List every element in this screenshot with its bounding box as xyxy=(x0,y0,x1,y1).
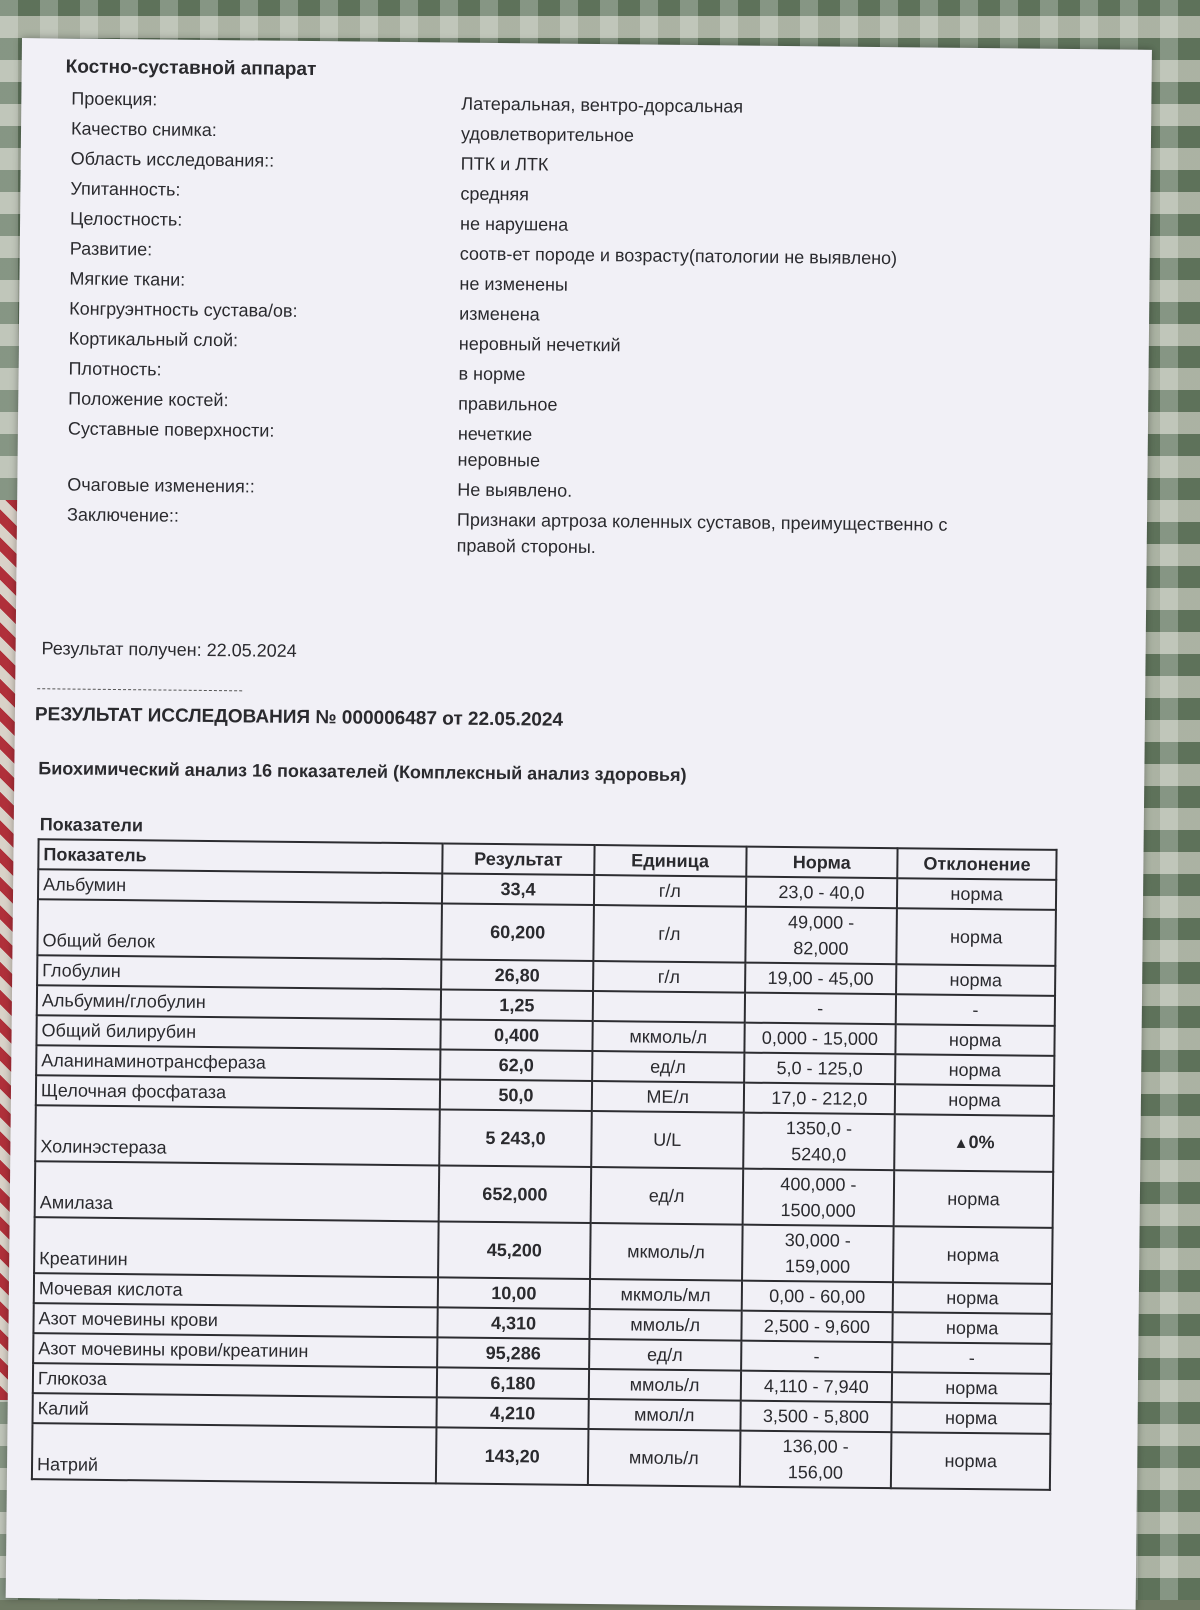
norm-line: 400,000 - xyxy=(780,1174,857,1195)
deviation-text: норма xyxy=(947,1188,1000,1210)
indicator-name: Холинэстераза xyxy=(35,1105,440,1165)
deviation-text: норма xyxy=(949,969,1003,991)
norm-range xyxy=(743,1083,895,1115)
report-sheet xyxy=(6,38,1152,1610)
deviation-text: норма xyxy=(948,1059,1002,1081)
norm-line: 82,000 xyxy=(793,938,849,959)
finding-value-line: нечеткие xyxy=(457,423,533,445)
unit-value: ммоль/л xyxy=(589,1369,741,1401)
finding-value-line: правой стороны. xyxy=(456,535,596,558)
unit-value: ммоль/л xyxy=(589,1309,741,1341)
unit-value: МЕ/л xyxy=(592,1081,744,1113)
norm-range xyxy=(744,1023,896,1055)
finding-value-line: ПТК и ЛТК xyxy=(460,153,549,175)
result-value: 143,20 xyxy=(436,1427,588,1485)
finding-value-line: Не выявлено. xyxy=(457,479,573,501)
finding-value-line: удовлетворительное xyxy=(460,123,635,146)
finding-label: Заключение:: xyxy=(66,504,180,526)
finding-label: Конгруэнтность сустава/ов: xyxy=(69,298,298,321)
deviation-text: - xyxy=(972,1000,979,1021)
norm-range xyxy=(745,877,897,909)
indicator-name: Мочевая кислота xyxy=(34,1273,438,1307)
indicator-name: Азот мочевины крови xyxy=(33,1303,437,1337)
finding-value-line: неровные xyxy=(457,449,541,471)
norm-line: 156,00 xyxy=(787,1462,844,1483)
unit-value: г/л xyxy=(593,905,745,963)
deviation-value xyxy=(893,1226,1052,1284)
norm-line: - xyxy=(813,1346,820,1367)
finding-label: Качество снимка: xyxy=(70,118,217,141)
deviation-text: норма xyxy=(945,1317,999,1339)
finding-value xyxy=(461,91,743,120)
finding-value-line: Латеральная, вентро-дорсальная xyxy=(461,93,744,117)
result-value: 4,210 xyxy=(437,1397,589,1429)
finding-value xyxy=(457,421,540,474)
deviation-value xyxy=(892,1402,1051,1434)
norm-line: 19,00 - 45,00 xyxy=(767,967,874,989)
norm-range xyxy=(745,963,897,995)
deviation-value xyxy=(894,1114,1053,1172)
norm-range xyxy=(740,1371,892,1403)
finding-value-line: изменена xyxy=(459,303,540,325)
unit-value: мкмоль/мл xyxy=(590,1279,742,1311)
norm-range xyxy=(739,1431,891,1489)
finding-label: Очаговые изменения:: xyxy=(67,474,255,497)
norm-line: - xyxy=(817,998,824,1019)
norm-range xyxy=(744,1053,896,1085)
unit-value: ед/л xyxy=(590,1167,742,1225)
norm-line: 159,000 xyxy=(784,1256,851,1277)
finding-label: Область исследования:: xyxy=(70,148,275,171)
deviation-text: норма xyxy=(945,1377,998,1399)
unit-value: г/л xyxy=(594,875,746,907)
indicator-name: Калий xyxy=(32,1393,436,1427)
result-value: 60,200 xyxy=(442,903,594,961)
norm-line: 5,0 - 125,0 xyxy=(776,1057,863,1079)
result-value: 1,25 xyxy=(441,989,593,1021)
deviation-value xyxy=(893,1312,1052,1344)
deviation-value xyxy=(894,1170,1053,1228)
deviation-value xyxy=(896,1024,1055,1056)
finding-label: Целостность: xyxy=(70,208,183,230)
indicator-name: Креатинин xyxy=(34,1217,439,1277)
finding-value-line: соотв-ет породе и возрасту(патологии не выявлено) xyxy=(459,243,898,269)
norm-range xyxy=(741,1281,893,1313)
norm-range xyxy=(740,1401,892,1433)
received-date: Результат получен: 22.05.2024 xyxy=(41,638,297,661)
section-title: Костно-суставной аппарат xyxy=(65,56,317,81)
result-value: 95,286 xyxy=(437,1337,589,1369)
finding-value xyxy=(460,211,568,238)
table-caption: Показатели xyxy=(39,814,144,836)
result-value: 6,180 xyxy=(437,1367,589,1399)
deviation-text: норма xyxy=(946,1287,999,1309)
header-deviation: Отклонение xyxy=(897,848,1056,880)
indicator-name: Аланинаминотрансфераза xyxy=(36,1045,440,1079)
indicator-name: Альбумин/глобулин xyxy=(37,985,441,1019)
finding-value-line: неровный нечеткий xyxy=(458,333,621,356)
result-value: 5 243,0 xyxy=(439,1109,591,1167)
deviation-text: норма xyxy=(948,1029,1002,1051)
finding-label: Положение костей: xyxy=(68,388,229,411)
deviation-text: норма xyxy=(944,1450,998,1472)
norm-line: 2,500 - 9,600 xyxy=(763,1315,871,1337)
deviation-text: норма xyxy=(944,1407,998,1429)
indicator-name: Общий билирубин xyxy=(36,1015,440,1049)
deviation-value xyxy=(891,1432,1050,1490)
finding-label: Упитанность: xyxy=(70,178,181,200)
unit-value: U/L xyxy=(591,1111,743,1169)
result-value: 652,000 xyxy=(439,1165,591,1223)
result-value: 4,310 xyxy=(438,1307,590,1339)
norm-range xyxy=(744,993,896,1025)
finding-label: Кортикальный слой: xyxy=(68,328,239,351)
norm-range xyxy=(743,1113,895,1171)
unit-value: мкмоль/л xyxy=(590,1223,742,1281)
indicator-name: Глобулин xyxy=(37,955,441,989)
header-indicator: Показатель xyxy=(38,839,442,873)
norm-line: 17,0 - 212,0 xyxy=(771,1087,868,1109)
header-unit: Единица xyxy=(594,845,746,877)
norm-line: 136,00 - xyxy=(782,1436,849,1457)
finding-label: Суставные поверхности: xyxy=(67,418,275,441)
finding-value xyxy=(459,301,540,328)
norm-line: 1350,0 - xyxy=(785,1118,853,1139)
unit-value: ед/л xyxy=(592,1051,744,1083)
norm-line: 49,000 - xyxy=(788,912,855,933)
finding-value xyxy=(460,241,898,272)
header-result: Результат xyxy=(442,843,594,875)
deviation-value xyxy=(895,1084,1054,1116)
deviation-text: норма xyxy=(949,926,1003,948)
finding-label: Развитие: xyxy=(69,238,153,260)
unit-value: ммол/л xyxy=(588,1399,740,1431)
norm-line: 0,00 - 60,00 xyxy=(769,1285,866,1307)
result-value: 50,0 xyxy=(440,1079,592,1111)
result-value: 26,80 xyxy=(441,959,593,991)
unit-value: ед/л xyxy=(589,1339,741,1371)
indicator-name: Натрий xyxy=(32,1423,437,1483)
finding-value xyxy=(461,121,634,149)
deviation-value xyxy=(897,878,1056,910)
norm-line: 5240,0 xyxy=(791,1144,847,1165)
finding-value xyxy=(459,331,621,359)
indicator-name: Азот мочевины крови/креатинин xyxy=(33,1333,437,1367)
norm-range xyxy=(745,907,897,965)
unit-value: мкмоль/л xyxy=(592,1021,744,1053)
norm-range xyxy=(741,1341,893,1373)
deviation-value xyxy=(897,908,1056,966)
results-table xyxy=(31,838,1058,1491)
norm-line: 30,000 - xyxy=(784,1230,851,1251)
finding-value-line: правильное xyxy=(458,393,558,415)
finding-label: Проекция: xyxy=(71,88,158,110)
finding-value-line: не изменены xyxy=(459,273,569,295)
unit-value: г/л xyxy=(593,961,745,993)
norm-line: 0,000 - 15,000 xyxy=(761,1027,879,1050)
indicator-name: Альбумин xyxy=(38,869,442,903)
finding-value-line: не нарушена xyxy=(459,213,569,235)
deviation-value xyxy=(896,964,1055,996)
finding-value xyxy=(461,151,549,178)
finding-value xyxy=(457,477,572,504)
finding-label: Мягкие ткани: xyxy=(69,268,186,290)
up-arrow-icon: ▲ xyxy=(953,1134,969,1152)
finding-value xyxy=(458,361,525,388)
finding-label: Плотность: xyxy=(68,358,162,380)
norm-line: 23,0 - 40,0 xyxy=(778,881,865,903)
finding-value xyxy=(460,181,529,208)
analysis-title: Биохимический анализ 16 показателей (Комплексный анализ здоровья) xyxy=(38,758,687,785)
header-norm: Норма xyxy=(746,847,898,879)
indicator-name: Общий белок xyxy=(37,899,442,959)
finding-value xyxy=(457,507,948,564)
finding-value-line: в норме xyxy=(458,363,526,385)
table-row xyxy=(32,1423,1051,1490)
finding-value-line: Признаки артроза коленных суставов, преимущественно с xyxy=(456,509,948,535)
norm-range xyxy=(742,1169,894,1227)
result-value: 0,400 xyxy=(441,1019,593,1051)
deviation-text: норма xyxy=(948,1089,1001,1111)
indicator-name: Щелочная фосфатаза xyxy=(36,1075,440,1109)
deviation-text: норма xyxy=(946,1244,1000,1266)
deviation-value xyxy=(896,994,1055,1026)
indicator-name: Амилаза xyxy=(35,1161,440,1221)
norm-line: 1500,000 xyxy=(780,1200,856,1221)
norm-range xyxy=(741,1311,893,1343)
norm-line: 3,500 - 5,800 xyxy=(762,1405,870,1427)
result-title: РЕЗУЛЬТАТ ИССЛЕДОВАНИЯ № 000006487 от 22.05.2024 xyxy=(34,704,564,731)
unit-value: ммоль/л xyxy=(588,1429,740,1487)
finding-value-line: средняя xyxy=(460,183,530,205)
result-value: 10,00 xyxy=(438,1277,590,1309)
deviation-text: норма xyxy=(950,883,1003,905)
deviation-text: - xyxy=(968,1347,975,1369)
divider-line xyxy=(37,688,242,691)
finding-value xyxy=(459,271,568,298)
result-value: 33,4 xyxy=(442,873,594,905)
deviation-value xyxy=(893,1282,1052,1314)
deviation-value xyxy=(892,1372,1051,1404)
deviation-text: 0% xyxy=(968,1131,995,1153)
norm-range xyxy=(742,1225,894,1283)
deviation-value xyxy=(892,1342,1051,1374)
result-value: 45,200 xyxy=(438,1221,590,1279)
unit-value xyxy=(593,991,745,1023)
norm-line: 4,110 - 7,940 xyxy=(763,1375,869,1397)
result-value: 62,0 xyxy=(440,1049,592,1081)
deviation-value xyxy=(895,1054,1054,1086)
indicator-name: Глюкоза xyxy=(33,1363,437,1397)
finding-value xyxy=(458,391,558,418)
table-body xyxy=(32,869,1056,1490)
